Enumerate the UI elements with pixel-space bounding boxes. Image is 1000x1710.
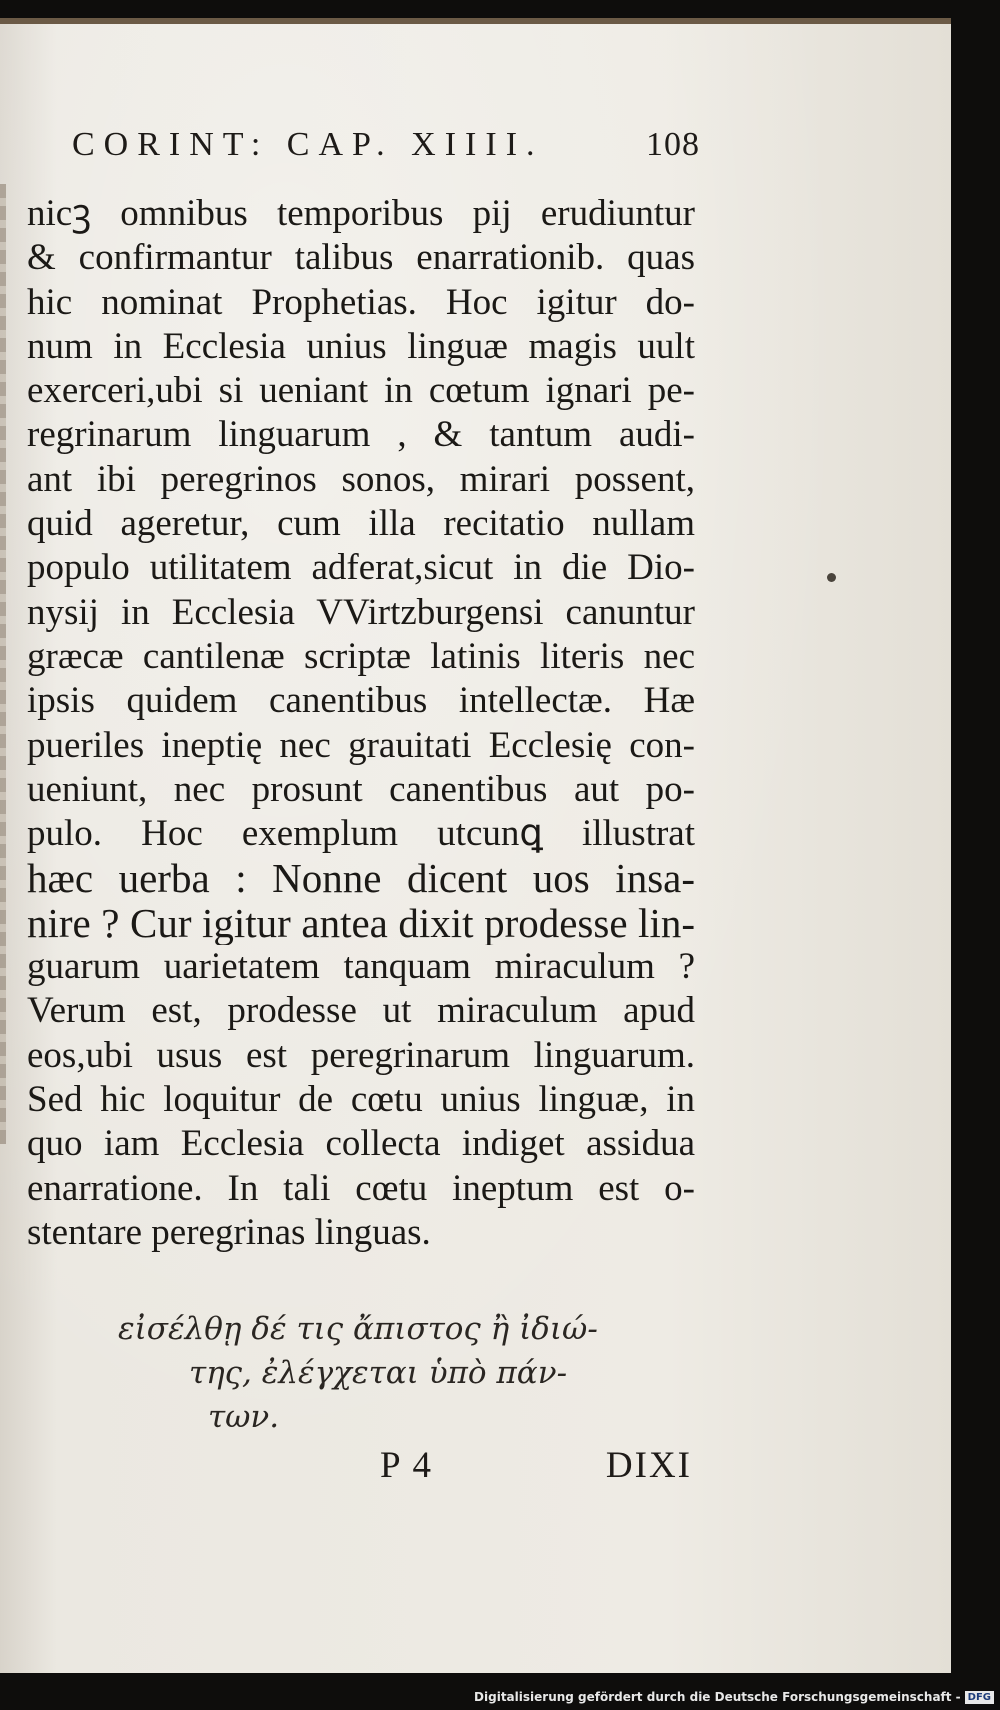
greek-line: της, ἐλέγχεται ὑπὸ πάν- xyxy=(188,1355,568,1391)
text-line: eos,ubi usus est peregrinarum linguarum. xyxy=(27,1034,695,1076)
catchword: DIXI xyxy=(605,1445,692,1486)
text-line: num in Ecclesia unius linguæ magis uult xyxy=(27,325,695,367)
signature-mark: P 4 xyxy=(380,1445,433,1486)
text-line: græcæ cantilenæ scriptæ latinis literis nec xyxy=(27,635,695,677)
body-text xyxy=(27,192,695,1255)
text-line: guarum uarietatem tanquam miraculum ? xyxy=(27,946,695,988)
text-line: populo utilitatem adferat,sicut in die Dio- xyxy=(27,547,695,589)
digitization-credit xyxy=(474,1690,994,1704)
text-line: ueniunt, nec prosunt canentibus aut po- xyxy=(27,768,695,810)
text-line: nire ? Cur igitur antea dixit prodesse lin- xyxy=(27,900,695,946)
text-line: regrinarum linguarum , & tantum audi- xyxy=(27,414,695,456)
text-line: hic nominat Prophetias. Hoc igitur do- xyxy=(27,281,695,323)
text-line: pueriles ineptię nec grauitati Ecclesię con- xyxy=(27,724,695,766)
text-line: quid ageretur, cum illa recitatio nullam xyxy=(27,503,695,545)
text-line: quo iam Ecclesia collecta indiget assidua xyxy=(27,1123,695,1165)
credit-text: Digitalisierung gefördert durch die Deutsche Forschungsgemeinschaft - xyxy=(474,1690,961,1704)
dfg-logo-icon: DFG xyxy=(965,1691,994,1704)
ink-spot xyxy=(827,573,836,582)
text-line: Verum est, prodesse ut miraculum apud xyxy=(27,990,695,1032)
text-line: ipsis quidem canentibus intellectæ. Hæ xyxy=(27,680,695,722)
text-line: Sed hic loquitur de cœtu unius linguæ, in xyxy=(27,1078,695,1120)
running-head: CORINT: CAP. XIIII. xyxy=(72,126,544,163)
greek-line: εἰσέλθῃ δέ τις ἄπιστος ἢ ἰδιώ- xyxy=(118,1311,598,1347)
page-binding-edge xyxy=(0,184,6,1144)
text-line: hæc uerba : Nonne dicent uos insa- xyxy=(27,856,695,901)
text-line: nicꝫ omnibus temporibus pij erudiuntur xyxy=(27,193,695,234)
text-line: ant ibi peregrinos sonos, mirari possent, xyxy=(27,458,695,500)
page-footer xyxy=(380,1444,692,1487)
text-line: & confirmantur talibus enarrationib. quas xyxy=(27,237,695,279)
greek-annotation xyxy=(118,1307,638,1439)
page-header xyxy=(72,126,700,164)
text-line: exerceri,ubi si ueniant in cœtum ignari pe- xyxy=(27,370,695,412)
greek-line: των. xyxy=(208,1399,280,1435)
text-line: pulo. Hoc exemplum utcunꝗ illustrat xyxy=(27,813,695,855)
text-line: nysij in Ecclesia VVirtzburgensi canuntur xyxy=(27,591,695,633)
page-number: 108 xyxy=(646,126,700,163)
text-line: stentare peregrinas linguas. xyxy=(27,1211,431,1253)
text-line: enarratione. In tali cœtu ineptum est o- xyxy=(27,1167,695,1209)
book-page xyxy=(0,18,951,1673)
